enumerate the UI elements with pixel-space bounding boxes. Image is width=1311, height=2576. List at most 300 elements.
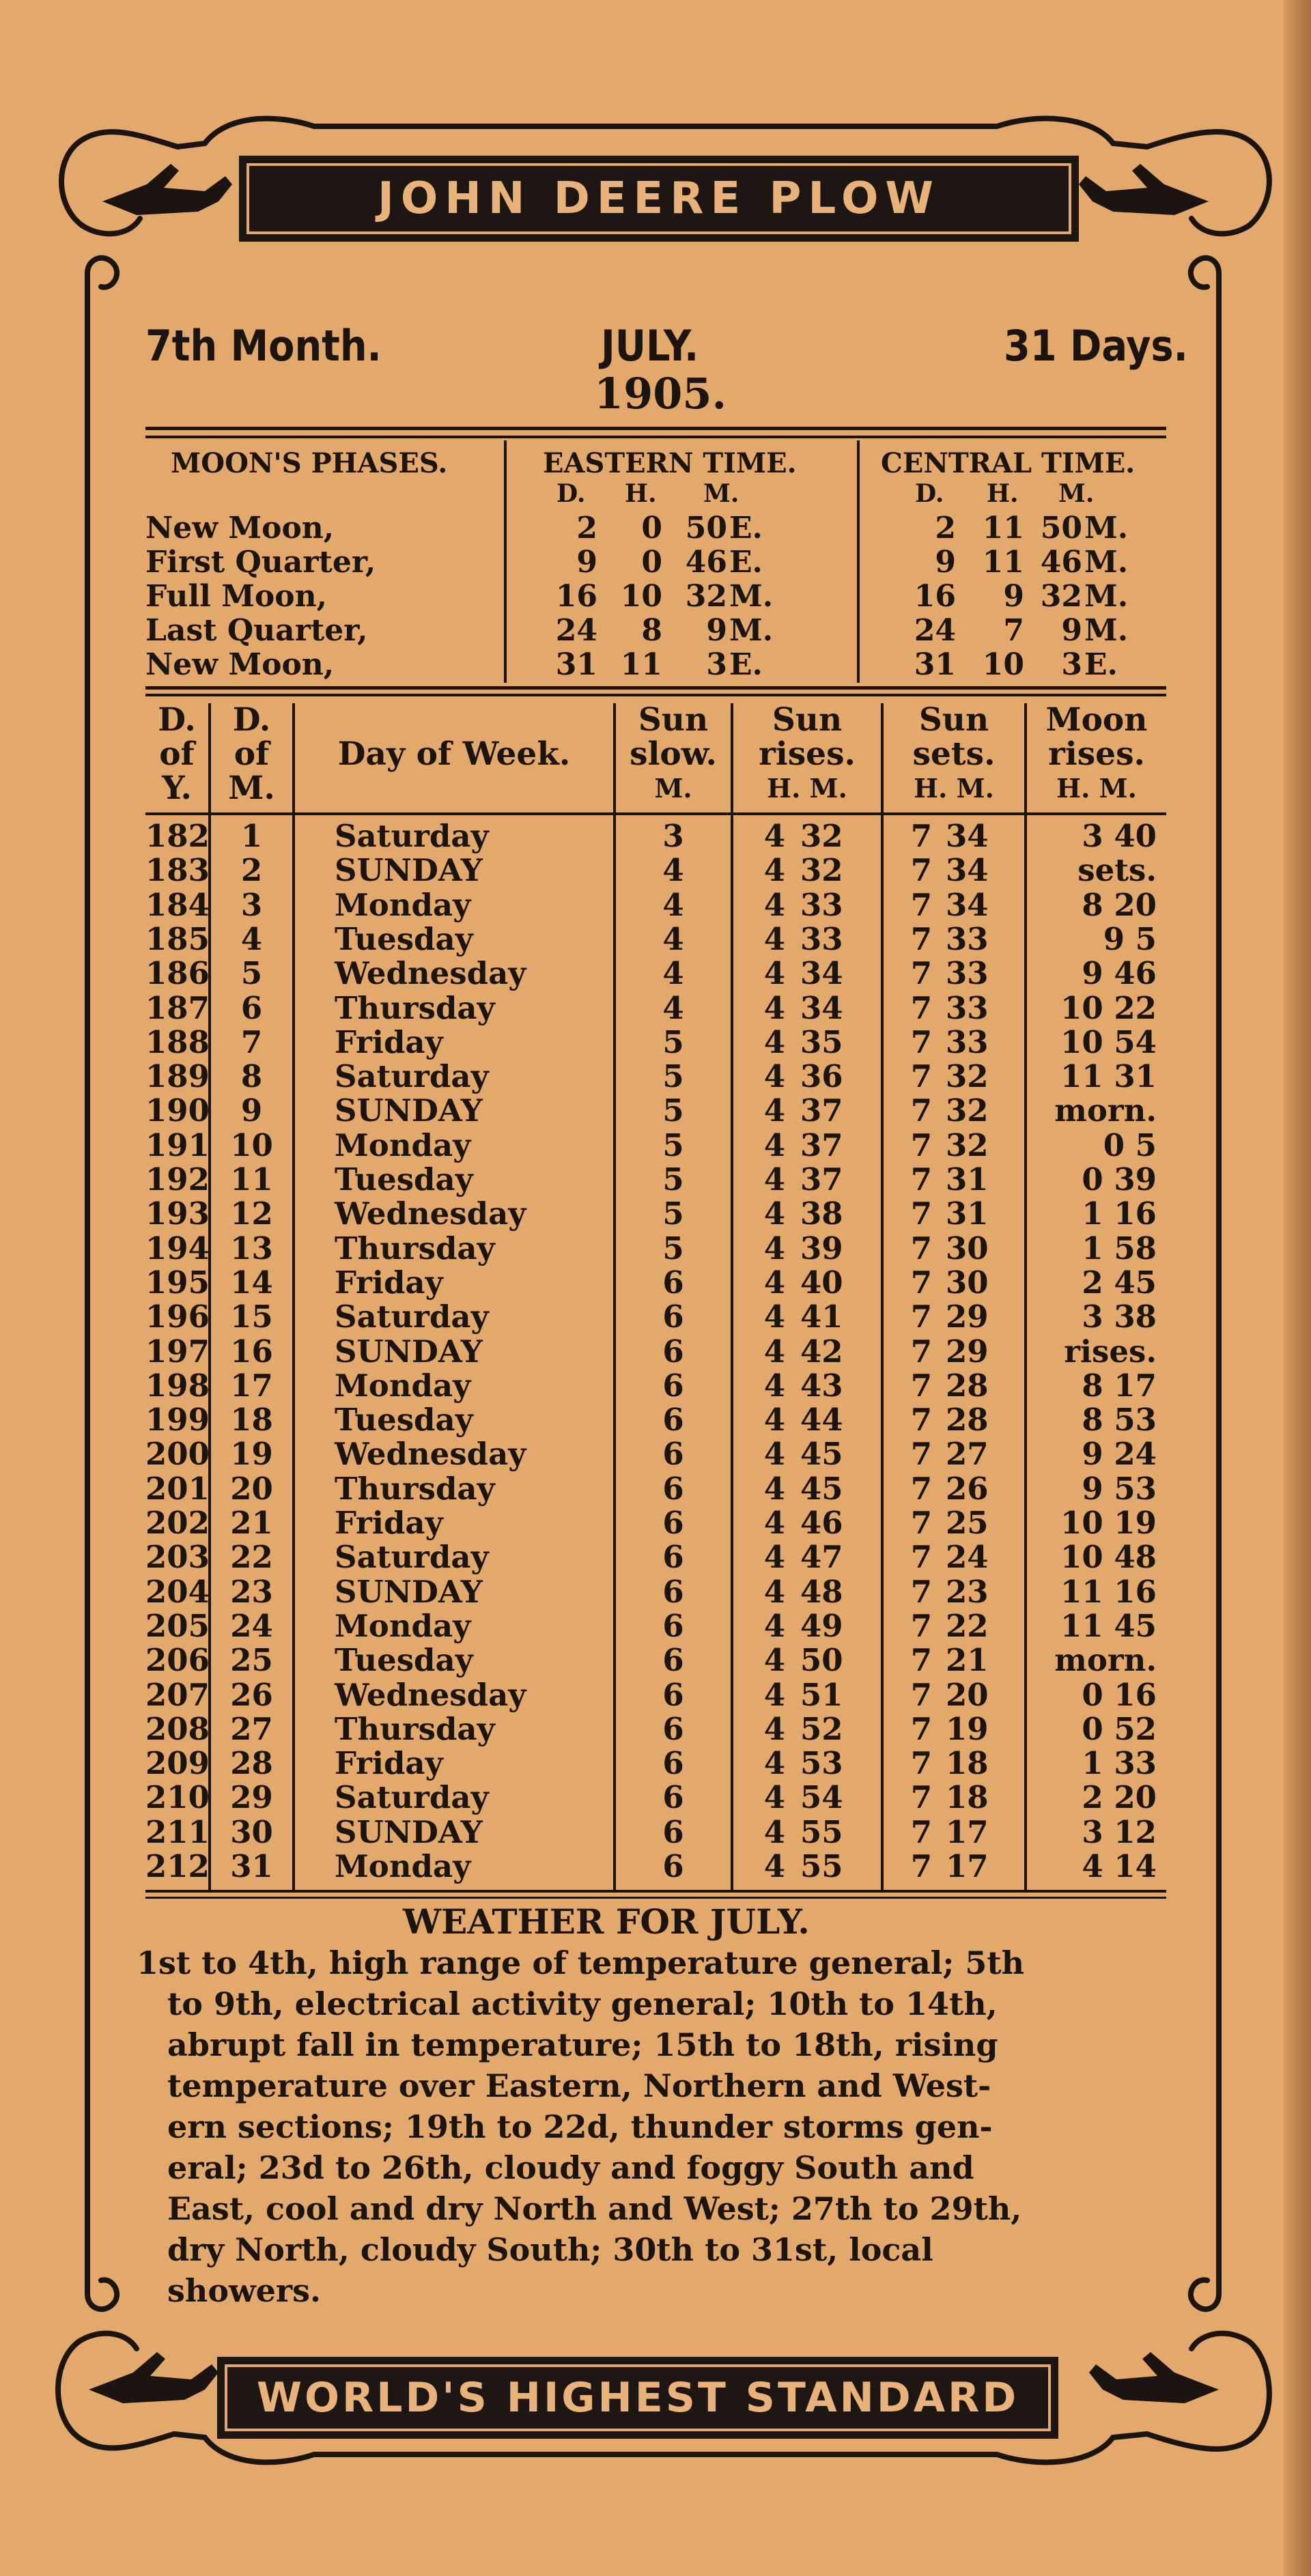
table-row [0, 1436, 1311, 1473]
day-of-week: SUNDAY [335, 1333, 483, 1370]
rule-top-2 [145, 436, 1166, 438]
sunset-hour: 7 [910, 1436, 932, 1473]
sunset-min: 31 [946, 1161, 989, 1198]
sunset-hour: 7 [910, 1779, 932, 1816]
moon-c-hour: 11 [982, 511, 1024, 546]
day-of-year: 206 [145, 1642, 210, 1679]
moon-rises: 1 33 [1082, 1745, 1157, 1782]
col-moon: Moon rises. H. M. [1045, 701, 1148, 804]
sun-slow: 4 [662, 852, 684, 889]
table-row [0, 1711, 1311, 1745]
sunrise-min: 42 [800, 1333, 843, 1370]
sunrise-hour: 4 [763, 1402, 785, 1439]
moon-c-day: 24 [914, 613, 956, 648]
day-of-month: 4 [240, 920, 263, 957]
sunset-hour: 7 [910, 1333, 932, 1370]
moon-c-min: 9 [1061, 613, 1082, 648]
sunset-hour: 7 [910, 1299, 932, 1335]
sunrise-hour: 4 [763, 818, 785, 854]
day-of-year: 208 [145, 1710, 210, 1747]
day-of-year: 190 [145, 1092, 210, 1129]
sunrise-min: 50 [800, 1642, 843, 1679]
sunset-min: 30 [946, 1230, 989, 1266]
sunset-hour: 7 [910, 1642, 932, 1679]
sunrise-hour: 4 [763, 1848, 785, 1884]
day-of-week: Tuesday [335, 1642, 473, 1679]
day-of-year: 185 [145, 920, 210, 957]
moon-e-ampm: E. [729, 647, 763, 682]
sunset-hour: 7 [910, 886, 932, 923]
day-of-week: Thursday [335, 1230, 495, 1266]
day-of-year: 192 [145, 1161, 210, 1198]
moon-c-ampm: M. [1084, 579, 1129, 614]
table-row [0, 1161, 1311, 1198]
sun-slow: 6 [662, 1745, 684, 1782]
sunset-min: 28 [946, 1402, 989, 1439]
moon-c-min: 50 [1040, 511, 1082, 546]
moon-e-ampm: M. [729, 613, 774, 648]
moon-rises: 10 22 [1060, 989, 1157, 1026]
sunset-hour: 7 [910, 1402, 932, 1439]
day-of-year: 182 [145, 818, 210, 854]
weather-text: 1st to 4th, high range of temperature general; 5th to 9th, electrical activity general; 10th to 14th, abrupt fall in temperature; 15th to 18th, rising temperature over Eastern, Northern and West- ern sections; 19th to 22d, thunder storms gen- eral; 23d to 26th, cloudy and foggy South and East, cool and dry North and West; 27th to 29th, dry North, cloudy South; 30th to 31st, local showers. [137, 1944, 1025, 2309]
col-dow: Day of Week. [337, 735, 571, 773]
day-of-week: Monday [335, 1367, 471, 1404]
table-row [0, 887, 1311, 921]
sunrise-hour: 4 [763, 1779, 785, 1816]
sunrise-min: 45 [800, 1436, 843, 1473]
day-of-month: 18 [230, 1402, 273, 1439]
sunrise-hour: 4 [763, 1023, 785, 1060]
sunrise-min: 55 [800, 1813, 843, 1850]
table-row [0, 1779, 1311, 1816]
month-name: JULY. [601, 321, 699, 371]
bottom-banner: WORLD'S HIGHEST STANDARD [217, 2357, 1058, 2439]
day-of-month: 3 [240, 886, 263, 923]
moon-e-ampm: E. [729, 545, 763, 580]
moon-rises: 1 16 [1082, 1195, 1157, 1232]
day-of-year: 188 [145, 1023, 210, 1060]
eastern-time-title: EASTERN TIME. [543, 447, 797, 479]
sunrise-min: 41 [800, 1299, 843, 1335]
moon-rises: 9 46 [1082, 955, 1157, 992]
moon-rises: morn. [1054, 1092, 1157, 1129]
sunrise-hour: 4 [763, 1710, 785, 1747]
table-row [0, 1539, 1311, 1576]
sunrise-min: 40 [800, 1264, 843, 1301]
moon-rises: sets. [1077, 852, 1157, 889]
sunset-hour: 7 [910, 1058, 932, 1095]
sunrise-hour: 4 [763, 1745, 785, 1782]
rule-mid-2 [145, 694, 1166, 696]
day-of-month: 22 [230, 1539, 273, 1576]
sunset-hour: 7 [910, 920, 932, 957]
day-of-week: Saturday [335, 1299, 489, 1335]
sunrise-min: 53 [800, 1745, 843, 1782]
sunset-min: 29 [946, 1299, 989, 1335]
day-of-month: 20 [230, 1470, 273, 1507]
sunset-min: 27 [946, 1436, 989, 1473]
day-of-year: 186 [145, 955, 210, 992]
sun-slow: 6 [662, 1710, 684, 1747]
moon-rises: 8 53 [1082, 1402, 1157, 1439]
sun-slow: 6 [662, 1607, 684, 1644]
sunset-hour: 7 [910, 1573, 932, 1610]
sunset-hour: 7 [910, 1710, 932, 1747]
moon-phase: First Quarter, [145, 545, 376, 580]
sunset-hour: 7 [910, 1505, 932, 1541]
day-of-month: 26 [230, 1676, 273, 1713]
day-of-month: 16 [230, 1333, 273, 1370]
day-of-year: 198 [145, 1367, 210, 1404]
sunrise-min: 38 [800, 1195, 843, 1232]
col-doy: D. of Y. [158, 701, 196, 807]
day-of-month: 25 [230, 1642, 273, 1679]
sunset-hour: 7 [910, 1161, 932, 1198]
sunrise-min: 37 [800, 1127, 843, 1163]
moon-e-hour: 10 [620, 579, 662, 614]
sunrise-min: 37 [800, 1092, 843, 1129]
day-of-month: 9 [240, 1092, 263, 1129]
sunrise-hour: 4 [763, 1230, 785, 1266]
day-of-week: SUNDAY [335, 852, 483, 889]
day-of-week: Saturday [335, 818, 489, 854]
sunset-hour: 7 [910, 1745, 932, 1782]
moon-e-min: 50 [685, 511, 727, 546]
sunrise-hour: 4 [763, 1161, 785, 1198]
sun-slow: 6 [662, 1299, 684, 1335]
sun-slow: 5 [662, 1161, 684, 1198]
moon-c-hour: 9 [1003, 579, 1024, 614]
sunrise-min: 39 [800, 1230, 843, 1266]
moon-e-hour: 0 [641, 511, 662, 546]
sunrise-min: 48 [800, 1573, 843, 1610]
sun-slow: 6 [662, 1779, 684, 1816]
day-of-week: Monday [335, 886, 471, 923]
day-of-week: Wednesday [335, 955, 526, 992]
moon-rises: rises. [1064, 1333, 1157, 1370]
sunset-hour: 7 [910, 818, 932, 854]
sunrise-hour: 4 [763, 1436, 785, 1473]
day-of-week: Tuesday [335, 1402, 473, 1439]
day-of-month: 11 [230, 1161, 273, 1198]
day-of-week: Saturday [335, 1058, 489, 1095]
day-of-month: 6 [240, 989, 263, 1026]
moon-rises: 4 14 [1082, 1848, 1157, 1884]
sunset-hour: 7 [910, 1264, 932, 1301]
table-row [0, 1505, 1311, 1539]
table-row [0, 1333, 1311, 1368]
sunset-hour: 7 [910, 1127, 932, 1163]
day-of-week: Friday [335, 1264, 443, 1301]
moon-c-ampm: M. [1084, 511, 1129, 546]
moon-rises: 10 19 [1060, 1505, 1157, 1541]
sunset-min: 33 [946, 1023, 989, 1060]
days-count: 31 Days. [1004, 321, 1188, 371]
table-row [0, 1608, 1311, 1642]
table-row [0, 921, 1311, 955]
sun-slow: 6 [662, 1264, 684, 1301]
sunset-hour: 7 [910, 1230, 932, 1266]
day-of-week: Wednesday [335, 1195, 526, 1232]
table-row [0, 1299, 1311, 1333]
weather-title: WEATHER FOR JULY. [403, 1901, 810, 1942]
sunset-min: 20 [946, 1676, 989, 1713]
day-of-month: 10 [230, 1127, 273, 1163]
table-row [0, 1058, 1311, 1095]
moon-e-hour: 8 [641, 613, 662, 648]
sun-slow: 6 [662, 1470, 684, 1507]
day-of-year: 199 [145, 1402, 210, 1439]
table-row [0, 1024, 1311, 1058]
rule-table-end-2 [145, 1897, 1166, 1899]
sun-slow: 3 [662, 818, 684, 854]
table-row [0, 852, 1311, 889]
table-row [0, 1642, 1311, 1679]
sunrise-min: 34 [800, 989, 843, 1026]
sunset-hour: 7 [910, 989, 932, 1026]
sun-slow: 5 [662, 1127, 684, 1163]
sunset-min: 23 [946, 1573, 989, 1610]
sunrise-hour: 4 [763, 1264, 785, 1301]
moon-e-ampm: M. [729, 579, 774, 614]
day-of-month: 7 [240, 1023, 263, 1060]
moon-c-ampm: M. [1084, 613, 1129, 648]
table-row [0, 1574, 1311, 1608]
table-row [0, 1127, 1311, 1161]
sun-slow: 6 [662, 1505, 684, 1541]
sunrise-hour: 4 [763, 955, 785, 992]
sun-slow: 5 [662, 1023, 684, 1060]
central-time-title: CENTRAL TIME. [881, 447, 1136, 479]
day-of-year: 196 [145, 1299, 210, 1335]
sun-slow: 6 [662, 1402, 684, 1439]
table-row [0, 1368, 1311, 1402]
day-of-year: 187 [145, 989, 210, 1026]
sunset-hour: 7 [910, 1676, 932, 1713]
day-of-week: SUNDAY [335, 1573, 483, 1610]
moon-rises: 2 20 [1082, 1779, 1157, 1816]
day-of-year: 200 [145, 1436, 210, 1473]
sunrise-hour: 4 [763, 1470, 785, 1507]
table-row [0, 1230, 1311, 1264]
day-of-week: Friday [335, 1745, 443, 1782]
sunset-min: 32 [946, 1092, 989, 1129]
sun-slow: 5 [662, 1230, 684, 1266]
sun-slow: 4 [662, 989, 684, 1026]
col-set: Sun sets. H. M. [912, 701, 996, 804]
eastern-sub-m: M. [703, 479, 739, 508]
sunset-min: 22 [946, 1607, 989, 1644]
day-of-year: 184 [145, 886, 210, 923]
sunset-min: 28 [946, 1367, 989, 1404]
moon-c-day: 31 [914, 647, 956, 682]
central-sub-h: H. [987, 479, 1019, 508]
moon-rises: 2 45 [1082, 1264, 1157, 1301]
day-of-year: 209 [145, 1745, 210, 1782]
moon-c-hour: 11 [982, 545, 1024, 580]
sunset-min: 19 [946, 1710, 989, 1747]
day-of-week: SUNDAY [335, 1092, 483, 1129]
sunset-min: 34 [946, 818, 989, 854]
sunrise-min: 35 [800, 1023, 843, 1060]
sunrise-hour: 4 [763, 886, 785, 923]
day-of-week: Tuesday [335, 1161, 473, 1198]
table-row [0, 1195, 1311, 1230]
day-of-month: 5 [240, 955, 263, 992]
sun-slow: 6 [662, 1539, 684, 1576]
sunrise-min: 52 [800, 1710, 843, 1747]
sunrise-hour: 4 [763, 1676, 785, 1713]
day-of-year: 212 [145, 1848, 210, 1884]
day-of-week: Wednesday [335, 1436, 526, 1473]
sunrise-min: 33 [800, 886, 843, 923]
sunrise-hour: 4 [763, 1505, 785, 1541]
moon-rises: 0 39 [1082, 1161, 1157, 1198]
day-of-week: Saturday [335, 1539, 489, 1576]
sunrise-min: 43 [800, 1367, 843, 1404]
day-of-month: 30 [230, 1813, 273, 1850]
eastern-sub-d: D. [556, 479, 586, 508]
moon-rises: 10 48 [1060, 1539, 1157, 1576]
day-of-week: Monday [335, 1848, 471, 1884]
moon-rises: 0 16 [1082, 1676, 1157, 1713]
day-of-week: Wednesday [335, 1676, 526, 1713]
sunset-min: 26 [946, 1470, 989, 1507]
sunset-min: 33 [946, 955, 989, 992]
moon-c-min: 46 [1040, 545, 1082, 580]
sunset-min: 17 [946, 1813, 989, 1850]
sun-slow: 6 [662, 1367, 684, 1404]
moon-c-min: 32 [1040, 579, 1082, 614]
moon-rises: 0 5 [1103, 1127, 1157, 1163]
moon-e-min: 46 [685, 545, 727, 580]
month-number: 7th Month. [145, 321, 382, 371]
table-row [0, 1677, 1311, 1711]
col-slow: Sun slow. M. [630, 701, 717, 804]
sun-slow: 4 [662, 920, 684, 957]
sunrise-min: 49 [800, 1607, 843, 1644]
sunset-min: 34 [946, 852, 989, 889]
day-of-month: 17 [230, 1367, 273, 1404]
sunset-min: 33 [946, 989, 989, 1026]
table-row [0, 1264, 1311, 1299]
top-banner: JOHN DEERE PLOW [239, 156, 1079, 242]
day-of-year: 205 [145, 1607, 210, 1644]
sun-slow: 5 [662, 1092, 684, 1129]
moon-c-ampm: E. [1084, 647, 1118, 682]
day-of-week: Monday [335, 1607, 471, 1644]
day-of-year: 211 [145, 1813, 210, 1850]
moon-rises: 8 17 [1082, 1367, 1157, 1404]
sunrise-hour: 4 [763, 1367, 785, 1404]
day-of-week: Friday [335, 1023, 443, 1060]
day-of-year: 202 [145, 1505, 210, 1541]
sunset-min: 30 [946, 1264, 989, 1301]
sunrise-min: 32 [800, 852, 843, 889]
sun-slow: 5 [662, 1195, 684, 1232]
sunrise-min: 55 [800, 1848, 843, 1884]
sun-slow: 6 [662, 1848, 684, 1884]
table-row [0, 1848, 1311, 1882]
sunset-min: 18 [946, 1745, 989, 1782]
table-row [0, 1814, 1311, 1848]
sunset-min: 17 [946, 1848, 989, 1884]
moon-rises: 10 54 [1060, 1023, 1157, 1060]
day-of-month: 1 [240, 818, 263, 854]
sunrise-min: 33 [800, 920, 843, 957]
sunrise-hour: 4 [763, 1195, 785, 1232]
day-of-year: 201 [145, 1470, 210, 1507]
moon-c-ampm: M. [1084, 545, 1129, 580]
moon-rises: 1 58 [1082, 1230, 1157, 1266]
day-of-month: 2 [240, 852, 263, 889]
sunrise-min: 32 [800, 818, 843, 854]
sunrise-min: 51 [800, 1676, 843, 1713]
day-of-year: 203 [145, 1539, 210, 1576]
sunset-min: 32 [946, 1127, 989, 1163]
sunrise-hour: 4 [763, 1333, 785, 1370]
sunset-hour: 7 [910, 1470, 932, 1507]
moon-c-day: 16 [914, 579, 956, 614]
sunset-hour: 7 [910, 852, 932, 889]
sunset-min: 18 [946, 1779, 989, 1816]
moon-rises: 11 45 [1060, 1607, 1157, 1644]
sun-slow: 6 [662, 1676, 684, 1713]
sun-slow: 6 [662, 1573, 684, 1610]
day-of-year: 193 [145, 1195, 210, 1232]
moon-rises: 9 53 [1082, 1470, 1157, 1507]
moon-e-day: 16 [555, 579, 597, 614]
moon-c-hour: 10 [982, 647, 1024, 682]
day-of-month: 12 [230, 1195, 273, 1232]
day-of-week: Thursday [335, 1470, 495, 1507]
sunrise-hour: 4 [763, 1813, 785, 1850]
moon-rises: 11 31 [1060, 1058, 1157, 1095]
rule-table-end-1 [145, 1890, 1166, 1893]
sun-slow: 6 [662, 1642, 684, 1679]
day-of-year: 210 [145, 1779, 210, 1816]
sunset-min: 33 [946, 920, 989, 957]
day-of-week: SUNDAY [335, 1813, 483, 1850]
moon-phase: Full Moon, [145, 579, 327, 614]
sunrise-hour: 4 [763, 1299, 785, 1335]
moon-e-min: 9 [706, 613, 727, 648]
moon-phase: Last Quarter, [145, 613, 368, 648]
day-of-month: 8 [240, 1058, 263, 1095]
day-of-year: 204 [145, 1573, 210, 1610]
sunrise-hour: 4 [763, 1607, 785, 1644]
moon-phases-title: MOON'S PHASES. [171, 447, 448, 479]
sunset-hour: 7 [910, 1023, 932, 1060]
sunrise-hour: 4 [763, 1092, 785, 1129]
sunset-hour: 7 [910, 955, 932, 992]
moon-e-day: 24 [555, 613, 597, 648]
day-of-year: 195 [145, 1264, 210, 1301]
table-row [0, 818, 1311, 852]
moon-rises: 3 40 [1082, 818, 1157, 854]
sunrise-min: 36 [800, 1058, 843, 1095]
sunset-min: 25 [946, 1505, 989, 1541]
sunrise-min: 34 [800, 955, 843, 992]
moon-divider-2 [857, 440, 860, 683]
sunrise-hour: 4 [763, 1127, 785, 1163]
moon-e-day: 31 [555, 647, 597, 682]
table-row [0, 990, 1311, 1024]
sun-slow: 5 [662, 1058, 684, 1095]
sunset-hour: 7 [910, 1539, 932, 1576]
day-of-year: 194 [145, 1230, 210, 1266]
